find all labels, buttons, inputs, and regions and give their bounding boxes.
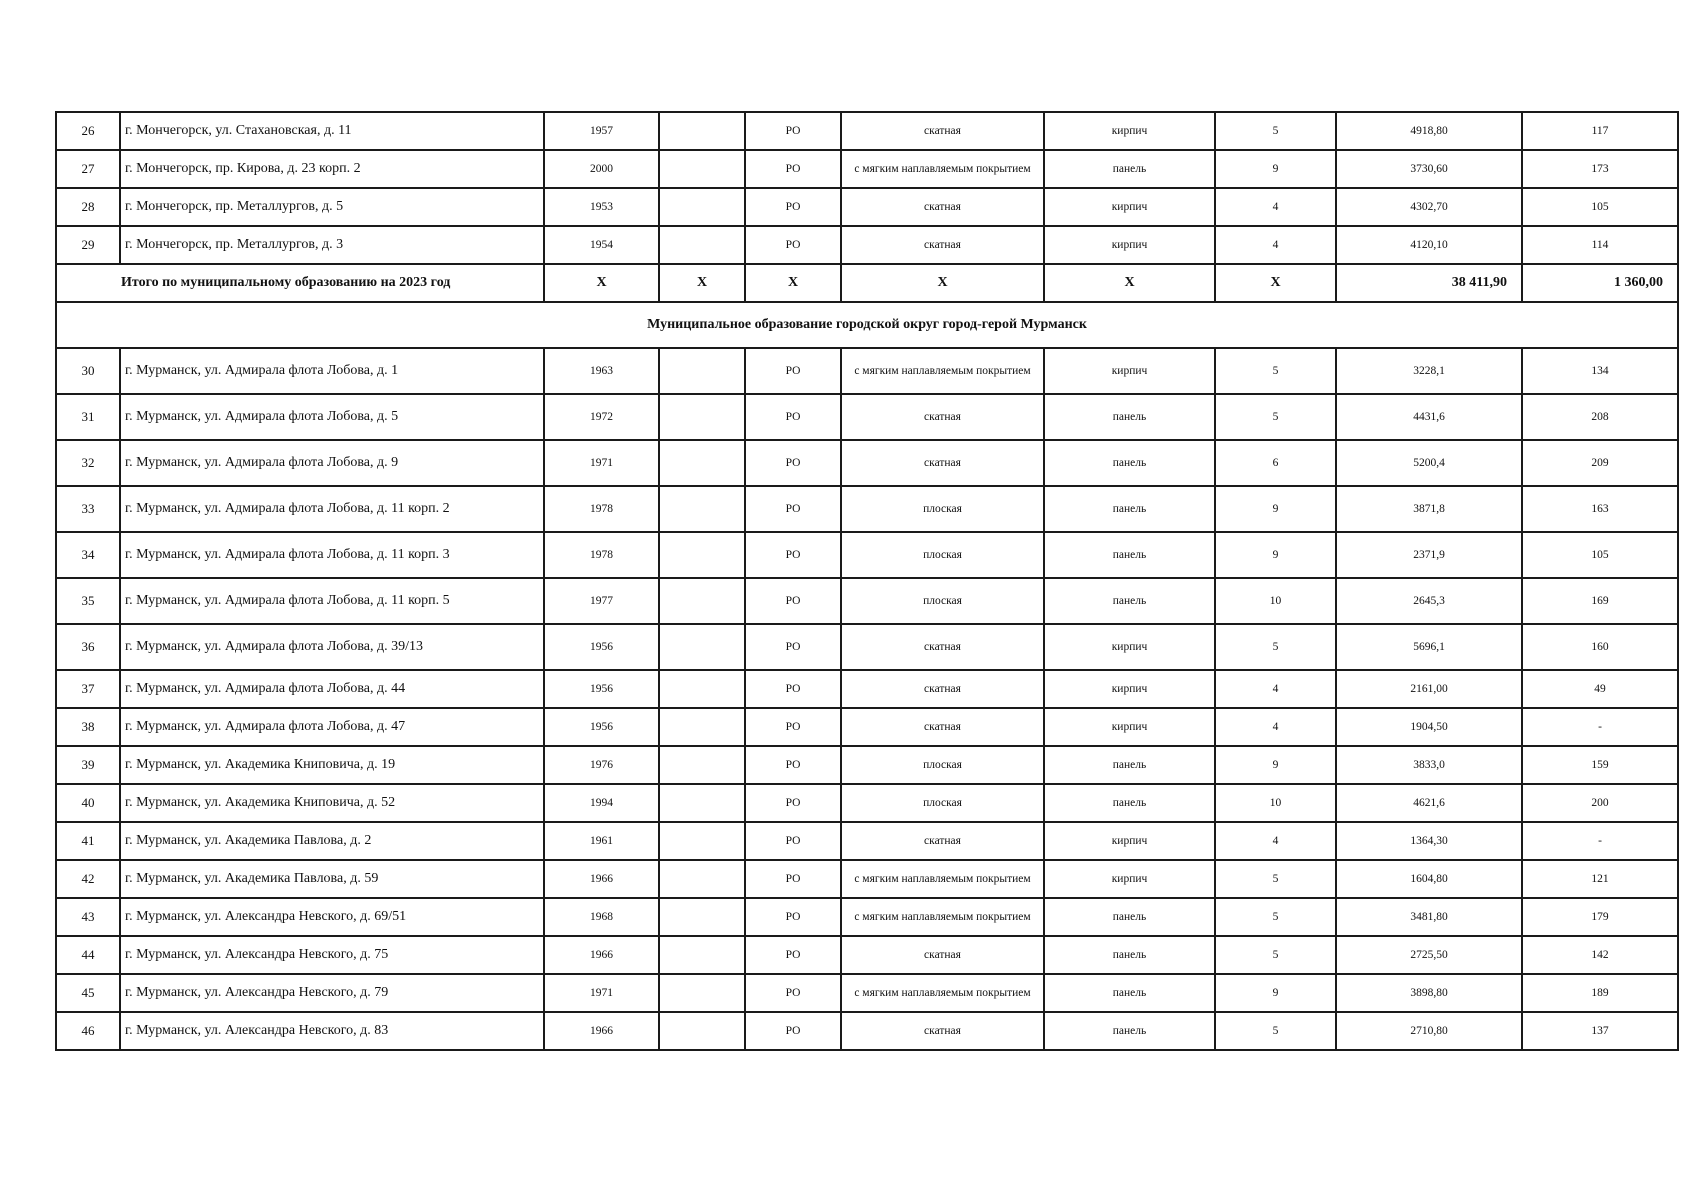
- residents-cell: -: [1522, 708, 1678, 746]
- year-cell: 1956: [544, 670, 659, 708]
- table-row: [56, 746, 1678, 784]
- area-cell: 4431,6: [1336, 394, 1522, 440]
- residents-cell: 159: [1522, 746, 1678, 784]
- program-cell: РО: [745, 578, 841, 624]
- residents-cell: 121: [1522, 860, 1678, 898]
- table-row: [56, 708, 1678, 746]
- row-number: 32: [56, 440, 120, 486]
- table-row: [56, 1012, 1678, 1050]
- empty-cell: [659, 936, 745, 974]
- section-header-row: [56, 302, 1678, 348]
- year-cell: 1968: [544, 898, 659, 936]
- empty-cell: [659, 226, 745, 264]
- program-cell: РО: [745, 708, 841, 746]
- floors-cell: 10: [1215, 784, 1336, 822]
- roof-type-cell: скатная: [841, 822, 1044, 860]
- area-cell: 2725,50: [1336, 936, 1522, 974]
- residents-cell: 169: [1522, 578, 1678, 624]
- program-cell: РО: [745, 348, 841, 394]
- year-cell: 1963: [544, 348, 659, 394]
- wall-material-cell: кирпич: [1044, 624, 1215, 670]
- wall-material-cell: панель: [1044, 532, 1215, 578]
- floors-cell: 6: [1215, 440, 1336, 486]
- program-cell: РО: [745, 860, 841, 898]
- area-cell: 1904,50: [1336, 708, 1522, 746]
- wall-material-cell: кирпич: [1044, 708, 1215, 746]
- roof-type-cell: с мягким наплавляемым покрытием: [841, 974, 1044, 1012]
- address-cell: г. Мурманск, ул. Адмирала флота Лобова, д. 47: [120, 708, 544, 746]
- floors-cell: 5: [1215, 112, 1336, 150]
- residents-cell: 49: [1522, 670, 1678, 708]
- area-cell: 3898,80: [1336, 974, 1522, 1012]
- total-x-roof: X: [841, 264, 1044, 302]
- wall-material-cell: панель: [1044, 150, 1215, 188]
- wall-material-cell: панель: [1044, 578, 1215, 624]
- roof-type-cell: плоская: [841, 486, 1044, 532]
- row-number: 44: [56, 936, 120, 974]
- residents-cell: 179: [1522, 898, 1678, 936]
- program-cell: РО: [745, 746, 841, 784]
- floors-cell: 9: [1215, 532, 1336, 578]
- wall-material-cell: кирпич: [1044, 112, 1215, 150]
- address-cell: г. Мурманск, ул. Академика Книповича, д. 19: [120, 746, 544, 784]
- year-cell: 2000: [544, 150, 659, 188]
- residents-cell: 160: [1522, 624, 1678, 670]
- empty-cell: [659, 624, 745, 670]
- address-cell: г. Мурманск, ул. Александра Невского, д. 83: [120, 1012, 544, 1050]
- row-number: 31: [56, 394, 120, 440]
- area-cell: 5696,1: [1336, 624, 1522, 670]
- floors-cell: 9: [1215, 150, 1336, 188]
- address-cell: г. Мурманск, ул. Академика Павлова, д. 2: [120, 822, 544, 860]
- program-cell: РО: [745, 974, 841, 1012]
- empty-cell: [659, 822, 745, 860]
- area-cell: 3481,80: [1336, 898, 1522, 936]
- empty-cell: [659, 394, 745, 440]
- area-cell: 3228,1: [1336, 348, 1522, 394]
- wall-material-cell: кирпич: [1044, 348, 1215, 394]
- program-cell: РО: [745, 822, 841, 860]
- year-cell: 1953: [544, 188, 659, 226]
- wall-material-cell: панель: [1044, 974, 1215, 1012]
- total-area: 38 411,90: [1336, 264, 1522, 302]
- row-number: 37: [56, 670, 120, 708]
- area-cell: 2371,9: [1336, 532, 1522, 578]
- roof-type-cell: с мягким наплавляемым покрытием: [841, 860, 1044, 898]
- address-cell: г. Мурманск, ул. Александра Невского, д. 75: [120, 936, 544, 974]
- roof-type-cell: скатная: [841, 670, 1044, 708]
- empty-cell: [659, 860, 745, 898]
- row-number: 40: [56, 784, 120, 822]
- row-number: 38: [56, 708, 120, 746]
- residents-cell: 208: [1522, 394, 1678, 440]
- row-number: 33: [56, 486, 120, 532]
- row-number: 26: [56, 112, 120, 150]
- address-cell: г. Мурманск, ул. Адмирала флота Лобова, д. 11 корп. 5: [120, 578, 544, 624]
- total-x-wall: X: [1044, 264, 1215, 302]
- address-cell: г. Мурманск, ул. Адмирала флота Лобова, д. 1: [120, 348, 544, 394]
- roof-type-cell: скатная: [841, 188, 1044, 226]
- address-cell: г. Мончегорск, пр. Металлургов, д. 3: [120, 226, 544, 264]
- floors-cell: 5: [1215, 936, 1336, 974]
- table-row: [56, 226, 1678, 264]
- year-cell: 1966: [544, 1012, 659, 1050]
- table-row: [56, 394, 1678, 440]
- area-cell: 4302,70: [1336, 188, 1522, 226]
- empty-cell: [659, 112, 745, 150]
- empty-cell: [659, 708, 745, 746]
- year-cell: 1976: [544, 746, 659, 784]
- roof-type-cell: плоская: [841, 578, 1044, 624]
- year-cell: 1966: [544, 936, 659, 974]
- wall-material-cell: панель: [1044, 394, 1215, 440]
- year-cell: 1977: [544, 578, 659, 624]
- roof-type-cell: плоская: [841, 532, 1044, 578]
- empty-cell: [659, 898, 745, 936]
- roof-type-cell: скатная: [841, 624, 1044, 670]
- row-number: 45: [56, 974, 120, 1012]
- year-cell: 1966: [544, 860, 659, 898]
- area-cell: 3871,8: [1336, 486, 1522, 532]
- empty-cell: [659, 746, 745, 784]
- floors-cell: 4: [1215, 822, 1336, 860]
- area-cell: 3833,0: [1336, 746, 1522, 784]
- address-cell: г. Мурманск, ул. Александра Невского, д. 69/51: [120, 898, 544, 936]
- program-cell: РО: [745, 486, 841, 532]
- roof-type-cell: скатная: [841, 936, 1044, 974]
- row-number: 34: [56, 532, 120, 578]
- year-cell: 1957: [544, 112, 659, 150]
- table-row: [56, 936, 1678, 974]
- residents-cell: 200: [1522, 784, 1678, 822]
- wall-material-cell: панель: [1044, 486, 1215, 532]
- program-cell: РО: [745, 1012, 841, 1050]
- address-cell: г. Мурманск, ул. Адмирала флота Лобова, д. 39/13: [120, 624, 544, 670]
- address-cell: г. Мурманск, ул. Адмирала флота Лобова, д. 5: [120, 394, 544, 440]
- floors-cell: 5: [1215, 348, 1336, 394]
- year-cell: 1956: [544, 624, 659, 670]
- floors-cell: 4: [1215, 188, 1336, 226]
- year-cell: 1971: [544, 974, 659, 1012]
- roof-type-cell: скатная: [841, 1012, 1044, 1050]
- table-row: [56, 348, 1678, 394]
- table-row: [56, 860, 1678, 898]
- program-cell: РО: [745, 898, 841, 936]
- wall-material-cell: кирпич: [1044, 226, 1215, 264]
- floors-cell: 4: [1215, 226, 1336, 264]
- wall-material-cell: панель: [1044, 440, 1215, 486]
- program-cell: РО: [745, 784, 841, 822]
- table-row: [56, 578, 1678, 624]
- wall-material-cell: панель: [1044, 784, 1215, 822]
- row-number: 41: [56, 822, 120, 860]
- roof-type-cell: скатная: [841, 112, 1044, 150]
- table-row: [56, 532, 1678, 578]
- address-cell: г. Мончегорск, пр. Металлургов, д. 5: [120, 188, 544, 226]
- row-number: 39: [56, 746, 120, 784]
- wall-material-cell: кирпич: [1044, 822, 1215, 860]
- wall-material-cell: панель: [1044, 936, 1215, 974]
- address-cell: г. Мурманск, ул. Адмирала флота Лобова, д. 9: [120, 440, 544, 486]
- table-row: [56, 150, 1678, 188]
- wall-material-cell: панель: [1044, 1012, 1215, 1050]
- year-cell: 1972: [544, 394, 659, 440]
- total-x-col4: X: [659, 264, 745, 302]
- table-row: [56, 486, 1678, 532]
- program-cell: РО: [745, 150, 841, 188]
- roof-type-cell: с мягким наплавляемым покрытием: [841, 348, 1044, 394]
- floors-cell: 5: [1215, 898, 1336, 936]
- roof-type-cell: плоская: [841, 784, 1044, 822]
- empty-cell: [659, 440, 745, 486]
- row-number: 46: [56, 1012, 120, 1050]
- table-row: [56, 112, 1678, 150]
- row-number: 30: [56, 348, 120, 394]
- area-cell: 4120,10: [1336, 226, 1522, 264]
- wall-material-cell: панель: [1044, 746, 1215, 784]
- area-cell: 1364,30: [1336, 822, 1522, 860]
- address-cell: г. Мурманск, ул. Академика Книповича, д. 52: [120, 784, 544, 822]
- row-number: 28: [56, 188, 120, 226]
- address-cell: г. Мурманск, ул. Адмирала флота Лобова, д. 44: [120, 670, 544, 708]
- address-cell: г. Мурманск, ул. Адмирала флота Лобова, д. 11 корп. 2: [120, 486, 544, 532]
- roof-type-cell: скатная: [841, 394, 1044, 440]
- empty-cell: [659, 486, 745, 532]
- area-cell: 3730,60: [1336, 150, 1522, 188]
- floors-cell: 9: [1215, 486, 1336, 532]
- empty-cell: [659, 532, 745, 578]
- residents-cell: 142: [1522, 936, 1678, 974]
- program-cell: РО: [745, 112, 841, 150]
- area-cell: 4918,80: [1336, 112, 1522, 150]
- floors-cell: 4: [1215, 670, 1336, 708]
- roof-type-cell: скатная: [841, 440, 1044, 486]
- total-row: [56, 264, 1678, 302]
- floors-cell: 5: [1215, 394, 1336, 440]
- floors-cell: 5: [1215, 860, 1336, 898]
- area-cell: 2710,80: [1336, 1012, 1522, 1050]
- total-x-year: X: [544, 264, 659, 302]
- floors-cell: 4: [1215, 708, 1336, 746]
- residents-cell: 189: [1522, 974, 1678, 1012]
- program-cell: РО: [745, 226, 841, 264]
- year-cell: 1978: [544, 486, 659, 532]
- address-cell: г. Мончегорск, пр. Кирова, д. 23 корп. 2: [120, 150, 544, 188]
- empty-cell: [659, 670, 745, 708]
- address-cell: г. Мурманск, ул. Академика Павлова, д. 59: [120, 860, 544, 898]
- year-cell: 1961: [544, 822, 659, 860]
- floors-cell: 5: [1215, 1012, 1336, 1050]
- table-row: [56, 898, 1678, 936]
- area-cell: 1604,80: [1336, 860, 1522, 898]
- row-number: 35: [56, 578, 120, 624]
- program-cell: РО: [745, 532, 841, 578]
- residents-cell: 137: [1522, 1012, 1678, 1050]
- roof-type-cell: с мягким наплавляемым покрытием: [841, 898, 1044, 936]
- wall-material-cell: кирпич: [1044, 188, 1215, 226]
- address-cell: г. Мончегорск, ул. Стахановская, д. 11: [120, 112, 544, 150]
- year-cell: 1956: [544, 708, 659, 746]
- residents-cell: 114: [1522, 226, 1678, 264]
- area-cell: 4621,6: [1336, 784, 1522, 822]
- address-cell: г. Мурманск, ул. Адмирала флота Лобова, д. 11 корп. 3: [120, 532, 544, 578]
- total-x-col5: X: [745, 264, 841, 302]
- area-cell: 2161,00: [1336, 670, 1522, 708]
- address-cell: г. Мурманск, ул. Александра Невского, д. 79: [120, 974, 544, 1012]
- roof-type-cell: с мягким наплавляемым покрытием: [841, 150, 1044, 188]
- residents-cell: 209: [1522, 440, 1678, 486]
- floors-cell: 9: [1215, 746, 1336, 784]
- roof-type-cell: плоская: [841, 746, 1044, 784]
- empty-cell: [659, 1012, 745, 1050]
- residents-cell: 173: [1522, 150, 1678, 188]
- table-row: [56, 188, 1678, 226]
- year-cell: 1994: [544, 784, 659, 822]
- program-cell: РО: [745, 394, 841, 440]
- area-cell: 5200,4: [1336, 440, 1522, 486]
- row-number: 43: [56, 898, 120, 936]
- residents-cell: 163: [1522, 486, 1678, 532]
- table-row: [56, 440, 1678, 486]
- wall-material-cell: панель: [1044, 898, 1215, 936]
- program-cell: РО: [745, 670, 841, 708]
- residents-cell: -: [1522, 822, 1678, 860]
- program-cell: РО: [745, 440, 841, 486]
- row-number: 29: [56, 226, 120, 264]
- program-cell: РО: [745, 188, 841, 226]
- wall-material-cell: кирпич: [1044, 860, 1215, 898]
- section-title: Муниципальное образование городской округ город-герой Мурманск: [56, 302, 1678, 348]
- area-cell: 2645,3: [1336, 578, 1522, 624]
- total-x-floors: X: [1215, 264, 1336, 302]
- floors-cell: 5: [1215, 624, 1336, 670]
- floors-cell: 9: [1215, 974, 1336, 1012]
- housing-table: [55, 111, 1679, 1051]
- empty-cell: [659, 578, 745, 624]
- residents-cell: 134: [1522, 348, 1678, 394]
- year-cell: 1971: [544, 440, 659, 486]
- roof-type-cell: скатная: [841, 708, 1044, 746]
- total-residents: 1 360,00: [1522, 264, 1678, 302]
- empty-cell: [659, 974, 745, 1012]
- table-row: [56, 822, 1678, 860]
- row-number: 42: [56, 860, 120, 898]
- row-number: 36: [56, 624, 120, 670]
- residents-cell: 105: [1522, 532, 1678, 578]
- empty-cell: [659, 150, 745, 188]
- residents-cell: 105: [1522, 188, 1678, 226]
- row-number: 27: [56, 150, 120, 188]
- table-row: [56, 624, 1678, 670]
- table-row: [56, 974, 1678, 1012]
- floors-cell: 10: [1215, 578, 1336, 624]
- table-row: [56, 670, 1678, 708]
- empty-cell: [659, 348, 745, 394]
- residents-cell: 117: [1522, 112, 1678, 150]
- empty-cell: [659, 784, 745, 822]
- year-cell: 1954: [544, 226, 659, 264]
- table-row: [56, 784, 1678, 822]
- total-label: Итого по муниципальному образованию на 2023 год: [56, 264, 544, 302]
- year-cell: 1978: [544, 532, 659, 578]
- wall-material-cell: кирпич: [1044, 670, 1215, 708]
- roof-type-cell: скатная: [841, 226, 1044, 264]
- empty-cell: [659, 188, 745, 226]
- program-cell: РО: [745, 936, 841, 974]
- program-cell: РО: [745, 624, 841, 670]
